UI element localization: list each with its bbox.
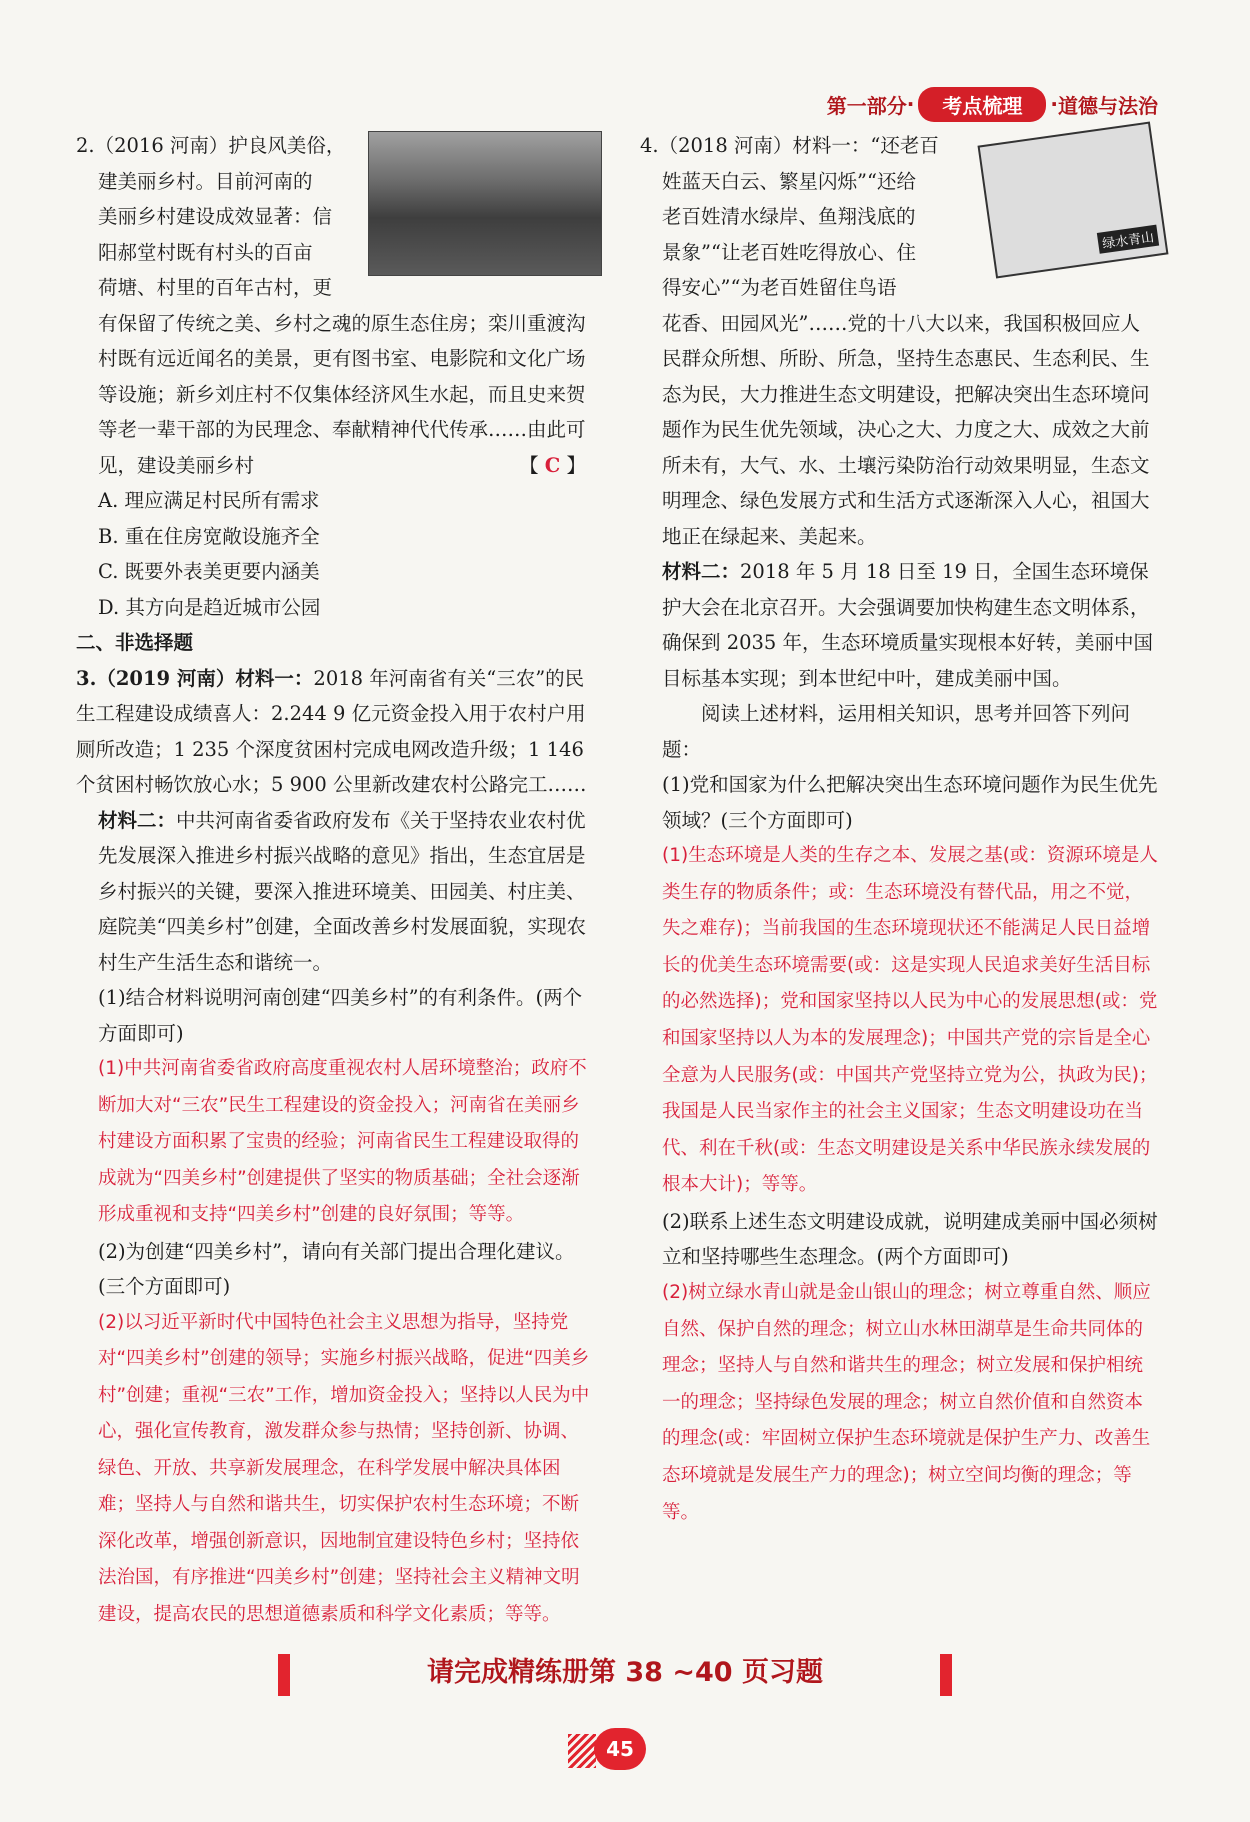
section-title: 二、非选择题 <box>76 631 194 654</box>
right-column <box>640 128 1158 1531</box>
q3-m1: 2018 年河南省有关“三农”的民生工程建设成绩喜人：2.244 9 亿元资金投入用于农村户用厕所改造；1 235 个深度贫困村完成电网改造升级；1 146 个贫困村畅饮放心水；5 900 公里新改建农村公路完工…… <box>76 666 587 796</box>
q4-sub2: (2)联系上述生态文明建设成就，说明建成美丽中国必须树立和坚持哪些生态理念。(两个方面即可) <box>662 1209 1158 1269</box>
left-column: 2.（2016 河南）护良风美俗， 建美丽乡村。目前河南的 美丽乡村建设成效显著：信 阳郝堂村既有村头的百亩 荷塘、村里的百年古村，更 有保留了传统之美、乡村之魂的原生态住房；栾川重渡沟村既有远近闻名的美景，更有图书室、电影院和文化广场等设施；新乡刘庄村不仅集体经济风生水起，而且史来贺等老一辈干部的为民理念、奉献精神代代传承……由此可见，建设美丽乡村 【 C 】 A. 理应满足村民所有需求 B. 重在住房宽敞设施齐全 C. 既要外表美更要内涵美 D. 其方向是趋近城市公园 二、非选择题 3.（2019 河南）材料一：2018 年河南省有关“三农”的民生工程建设成绩喜人：2.244 9 亿元资金投入用于农村户用厕所改造；1 235 个深度贫困村完成电网改造升级；1 146 个贫困村畅饮放心水；5 900 公里新改建农村公路完工…… 材料二：中共河南省委省政府发布《关于坚持农业农村优先发展深入推进乡村振兴战略的意见》指出，生态宜居是乡村振兴的关键，要深入推进环境美、田园美、村庄美、庭院美“四美乡村”创建，全面改善乡村发展面貌，实现农村生产生活生态和谐统一。 (1)结合材料说明河南创建“四美乡村”的有利条件。(两个方面即可) (1)中共河南省委省政府高度重视农村人居环境整治；政府不断加大对“三农”民生工程建设的资金投入；河南省在美丽乡村建设方面积累了宝贵的经验；河南省民生工程建设取得的成就为“四美乡村”创建提供了坚实的物质基础；全社会逐渐形成重视和支持“四美乡村”创建的良好氛围；等等。 (2)为创建“四美乡村”，请向有关部门提出合理化建议。(三个方面即可) (2)以习近平新时代中国特色社会主义思想为指导，坚持党对“四美乡村”创建的领导；实施乡村振兴战略，促进“四美乡村”创建；重视“三农”工作，增加资金投入；坚持以人民为中心，强化宣传教育，激发群众参与热情；坚持创新、协调、绿色、开放、共享新发展理念，在科学发展中解决具体困难；坚持人与自然和谐共生，切实保护农村生态环境；不断深化改革，增强创新意识，因地制宜建设特色乡村；坚持依法治国，有序推进“四美乡村”创建；坚持社会主义精神文明建设，提高农民的思想道德素质和科学文化素质；等等。 <box>76 128 596 1633</box>
option-d: D. 其方向是趋近城市公园 <box>98 595 321 619</box>
option-b: B. 重在住房宽敞设施齐全 <box>98 524 320 548</box>
page-number: 45 <box>594 1728 646 1770</box>
q2-line: 荷塘、村里的百年古村，更 <box>98 276 333 299</box>
q4-line: 姓蓝天白云、繁星闪烁”“还给 <box>662 169 916 193</box>
q3-sub2: (2)为创建“四美乡村”，请向有关部门提出合理化建议。(三个方面即可) <box>98 1239 575 1298</box>
q4-line: 老百姓清水绿岸、鱼翔浅底的 <box>662 205 916 228</box>
q4-ans2: (2)树立绿水青山就是金山银山的理念；树立尊重自然、顺应自然、保护自然的理念；树立山水林田湖草是生命共同体的理念；坚持人与自然和谐共生的理念；树立发展和保护相统一的理念；坚持绿色发展的理念；树立自然价值和自然资本的理念(或：牢固树立保护生态环境就是保护生产力、改善生态环境就是发展生产力的理念)；树立空间均衡的理念；等等。 <box>662 1281 1151 1523</box>
q4-m2: 2018 年 5 月 18 日至 19 日，全国生态环境保护大会在北京召开。大会强调要加快构建生态文明体系，确保到 2035 年，生态环境质量实现根本好转，美丽中国目标基本实现；到本世纪中叶，建成美丽中国。 <box>662 560 1154 690</box>
q2-line: 美丽乡村建设成效显著：信 <box>98 205 333 228</box>
header-subject: 道德与法治 <box>1058 93 1158 118</box>
q4-m1: 花香、田园风光”……党的十八大以来，我国积极回应人民群众所想、所盼、所急，坚持生态惠民、生态利民、生态为民，大力推进生态文明建设，把解决突出生态环境问题作为民生优先领域，决心之大、力度之大、成效之大前所未有，大气、水、土壤污染防治行动效果明显，生态文明理念、绿色发展方式和生活方式逐渐深入人心，祖国大地正在绿起来、美起来。 <box>662 311 1150 548</box>
option-c: C. 既要外表美更要内涵美 <box>98 560 320 583</box>
q3-ans1: (1)中共河南省委省政府高度重视农村人居环境整治；政府不断加大对“三农”民生工程建设的资金投入；河南省在美丽乡村建设方面积累了宝贵的经验；河南省民生工程建设取得的成就为“四美乡村”创建提供了坚实的物质基础；全社会逐渐形成重视和支持“四美乡村”创建的良好氛围；等等。 <box>98 1058 587 1225</box>
q2-body: 有保留了传统之美、乡村之魂的原生态住房；栾川重渡沟村既有远近闻名的美景，更有图书室、电影院和文化广场等设施；新乡刘庄村不仅集体经济风生水起，而且史来贺等老一辈干部的为民理念、奉献精神代代传承……由此可见，建设美丽乡村 <box>98 311 586 477</box>
page-fan-icon <box>568 1734 596 1768</box>
q3-ans2: (2)以习近平新时代中国特色社会主义思想为指导，坚持党对“四美乡村”创建的领导；实施乡村振兴战略，促进“四美乡村”创建；重视“三农”工作，增加资金投入；坚持以人民为中心，强化宣传教育，激发群众参与热情；坚持创新、协调、绿色、开放、共享新发展理念，在科学发展中解决具体困难；坚持人与自然和谐共生，切实保护农村生态环境；不断深化改革，增强创新意识，因地制宜建设特色乡村；坚持依法治国，有序推进“四美乡村”创建；坚持社会主义精神文明建设，提高农民的思想道德素质和科学文化素质；等等。 <box>98 1311 590 1625</box>
q4-line: 得安心”“为老百姓留住鸟语 <box>662 276 897 299</box>
q4-sub1: (1)党和国家为什么把解决突出生态环境问题作为民生优先领域？(三个方面即可) <box>662 773 1158 832</box>
q2-line: 阳郝堂村既有村头的百亩 <box>98 240 313 264</box>
footer-bar-right <box>940 1654 952 1696</box>
q4-prompt: 阅读上述材料，运用相关知识，思考并回答下列问题： <box>662 702 1131 761</box>
q4-m2-label: 材料二： <box>662 560 741 583</box>
page-header: 第一部分 · 考点梳理 · 道德与法治 <box>827 88 1158 120</box>
q2-answer: C <box>544 453 561 477</box>
header-pill: 考点梳理 <box>918 87 1046 122</box>
q3-sub1: (1)结合材料说明河南创建“四美乡村”的有利条件。(两个方面即可) <box>98 986 583 1045</box>
photo-caption: 绿水青山 <box>1097 225 1159 254</box>
q2-line: 建美丽乡村。目前河南的 <box>98 169 313 193</box>
q2-intro <box>76 128 361 306</box>
q3-m2-label: 材料二： <box>98 808 177 832</box>
q4-line: 景象”“让老百姓吃得放心、住 <box>662 240 916 264</box>
option-a: A. 理应满足村民所有需求 <box>98 489 320 512</box>
q4-ans1: (1)生态环境是人类的生存之本、发展之基(或：资源环境是人类生存的物质条件；或：生态环境没有替代品，用之不觉，失之难存)；当前我国的生态环境现状还不能满足人民日益增长的优美生态环境需要(或：这是实现人民追求美好生活目标的必然选择)；党和国家坚持以人民为中心的发展思想(或：党和国家坚持以人为本的发展理念)；中国共产党的宗旨是全心全意为人民服务(或：中国共产党坚持立党为公，执政为民)；我国是人民当家作主的社会主义国家；生态文明建设功在当代、利在千秋(或：生态文明建设是关系中华民族永续发展的根本大计)；等等。 <box>662 845 1158 1196</box>
q3-m1-label: 3.（2019 河南）材料一： <box>76 666 314 690</box>
q2-line: 2.（2016 河南）护良风美俗， <box>76 134 346 157</box>
q4-line: 4.（2018 河南）材料一：“还老百 <box>640 134 939 157</box>
q4-intro <box>640 128 970 306</box>
header-part: 第一部分 <box>826 93 907 118</box>
q3-m2: 中共河南省委省政府发布《关于坚持农业农村优先发展深入推进乡村振兴战略的意见》指出，生态宜居是乡村振兴的关键，要深入推进环境美、田园美、村庄美、庭院美“四美乡村”创建，全面改善乡村发展面貌，实现农村生产生活生态和谐统一。 <box>98 808 586 974</box>
footer-instruction: 请完成精练册第 38 ~40 页习题 <box>427 1657 823 1688</box>
q2-options <box>76 483 596 625</box>
